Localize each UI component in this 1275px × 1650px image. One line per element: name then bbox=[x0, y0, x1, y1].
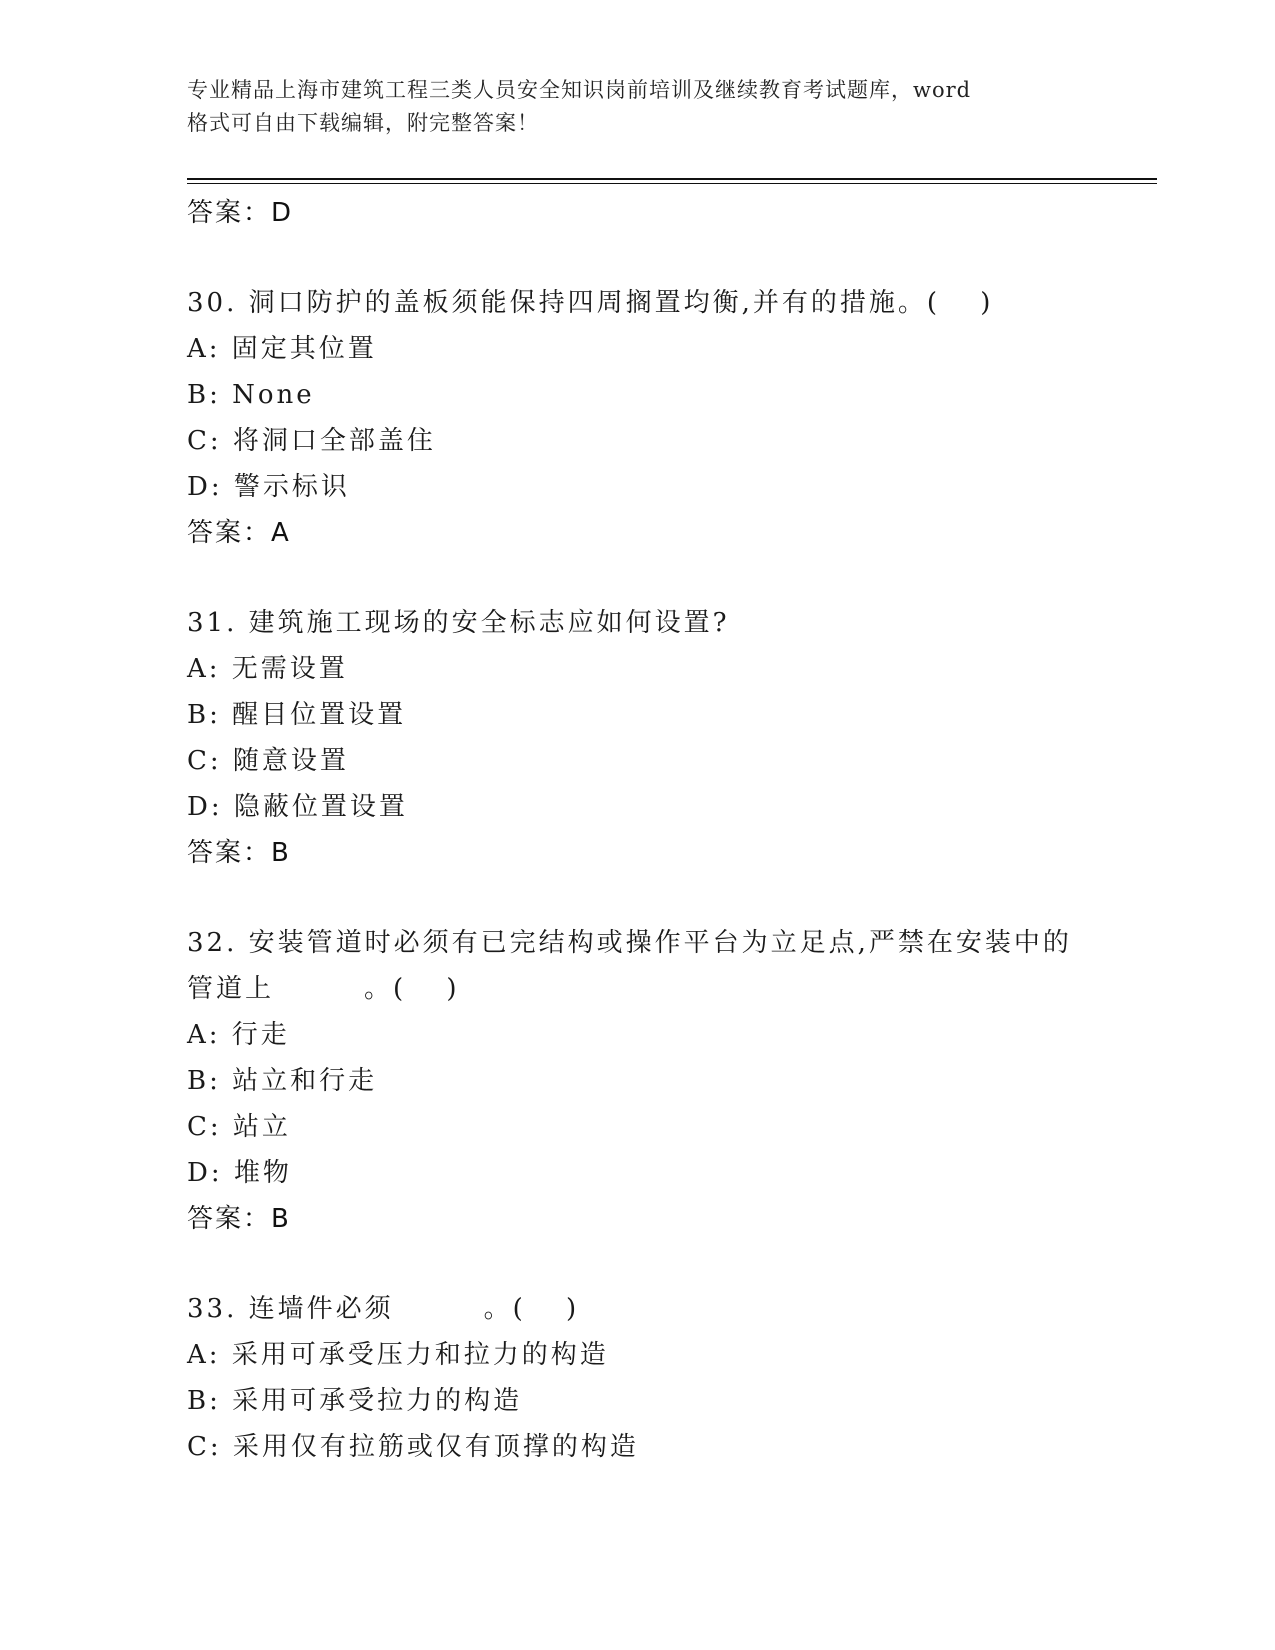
stem-text: 管道上 bbox=[187, 974, 275, 1004]
answer-29: 答案：D bbox=[187, 198, 294, 228]
question-32 bbox=[187, 920, 1087, 1242]
option-c: C: 将洞口全部盖住 bbox=[187, 426, 436, 456]
option-d: D: 警示标识 bbox=[187, 472, 350, 502]
question-31 bbox=[187, 600, 1087, 876]
question-stem: 30. 洞口防护的盖板须能保持四周搁置均衡,并有的措施。( ) bbox=[187, 288, 994, 318]
option-d: D: 隐蔽位置设置 bbox=[187, 792, 408, 822]
option-a: A: 无需设置 bbox=[187, 654, 348, 684]
option-a: A: 行走 bbox=[187, 1020, 290, 1050]
option-d: D: 堆物 bbox=[187, 1158, 292, 1188]
document-header bbox=[187, 74, 1067, 140]
option-c: C: 采用仅有拉筋或仅有顶撑的构造 bbox=[187, 1432, 639, 1462]
header-rule-thick bbox=[187, 178, 1157, 180]
option-b: B: 采用可承受拉力的构造 bbox=[187, 1386, 523, 1416]
stem-text: 33. 连墙件必须 bbox=[187, 1294, 394, 1324]
answer-32: 答案：B bbox=[187, 1204, 291, 1234]
question-30 bbox=[187, 280, 1087, 556]
question-stem bbox=[187, 1286, 1087, 1332]
option-a: A: 采用可承受压力和拉力的构造 bbox=[187, 1340, 609, 1370]
question-stem: 31. 建筑施工现场的安全标志应如何设置? bbox=[187, 608, 730, 638]
answer-30: 答案：A bbox=[187, 518, 291, 548]
question-stem-line-2 bbox=[187, 966, 1087, 1012]
stem-text: 。( ) bbox=[364, 974, 460, 1004]
question-33 bbox=[187, 1286, 1087, 1470]
option-b: B: None bbox=[187, 380, 315, 410]
question-list bbox=[187, 190, 1087, 1470]
header-line-2: 格式可自由下载编辑，附完整答案！ bbox=[187, 111, 539, 135]
header-rule-thin bbox=[187, 183, 1157, 184]
question-stem-line-1: 32. 安装管道时必须有已完结构或操作平台为立足点,严禁在安装中的 bbox=[187, 928, 1072, 958]
option-b: B: 站立和行走 bbox=[187, 1066, 378, 1096]
option-c: C: 随意设置 bbox=[187, 746, 349, 776]
option-c: C: 站立 bbox=[187, 1112, 291, 1142]
stem-text: 。( ) bbox=[483, 1294, 580, 1324]
answer-31: 答案：B bbox=[187, 838, 291, 868]
option-a: A: 固定其位置 bbox=[187, 334, 377, 364]
option-b: B: 醒目位置设置 bbox=[187, 700, 407, 730]
header-line-1: 专业精品上海市建筑工程三类人员安全知识岗前培训及继续教育考试题库，word bbox=[187, 78, 972, 102]
